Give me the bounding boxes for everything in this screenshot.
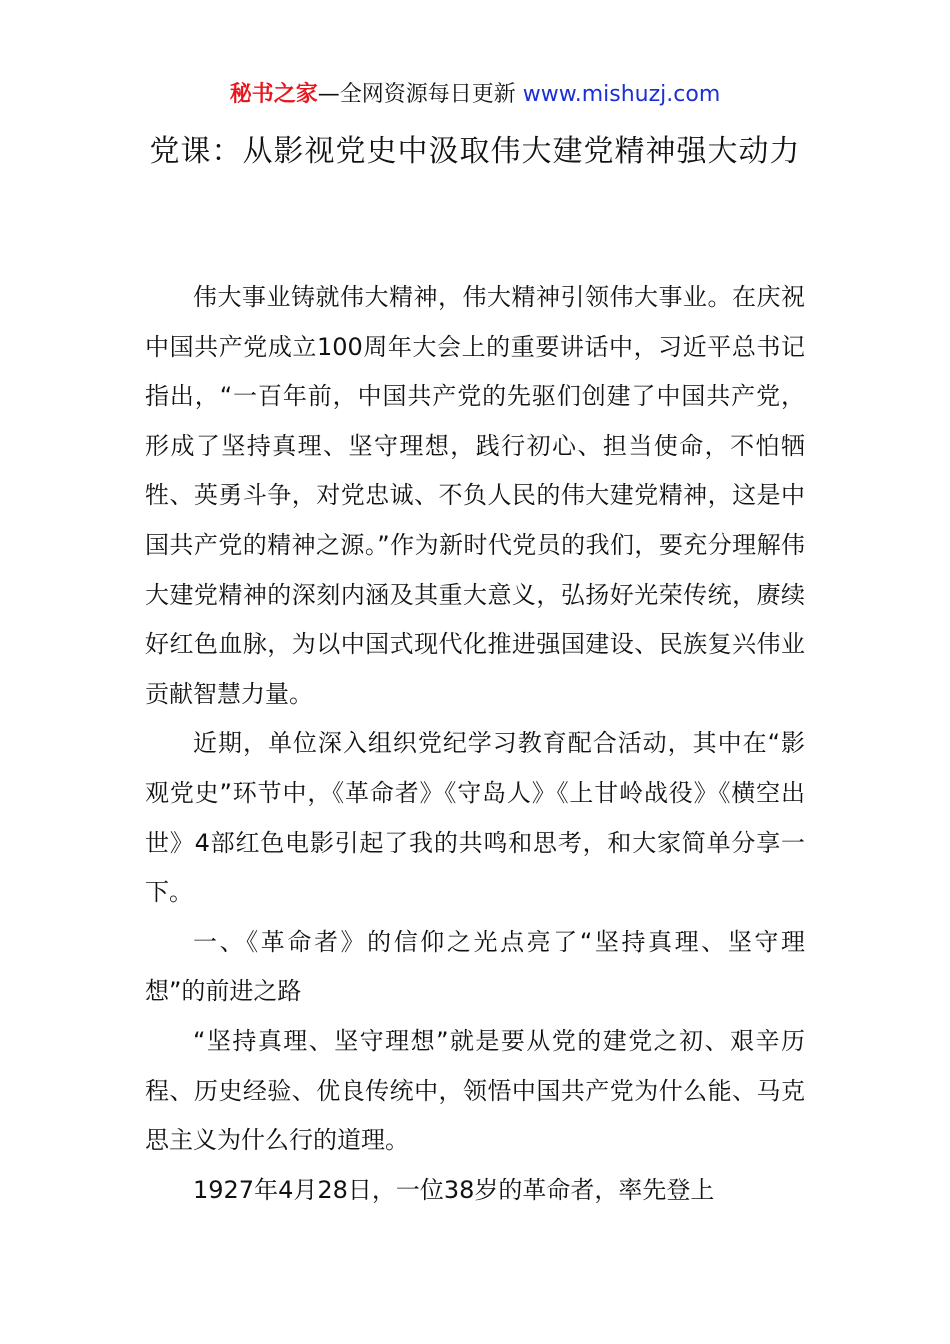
site-brand: 秘书之家 bbox=[229, 82, 318, 107]
section-heading-1: 一、《革命者》的信仰之光点亮了“坚持真理、坚守理想”的前进之路 bbox=[145, 927, 805, 1006]
paragraph-intro: 伟大事业铸就伟大精神，伟大精神引领伟大事业。在庆祝中国共产党成立100周年大会上的重要讲话中，习近平总书记指出，“一百年前，中国共产党的先驱们创建了中国共产党，形成了坚持真理、坚守理想，践行初心、担当使命，不怕牺牲、英勇斗争，对党忠诚、不负人民的伟大建党精神，这是中国共产党的精神之源。”作为新时代党员的我们，要充分理解伟大建党精神的深刻内涵及其重大意义，弘扬好光荣传统，赓续好红色血脉，为以中国式现代化推进强国建设、民族复兴伟业贡献智慧力量。 bbox=[145, 283, 805, 708]
paragraph-activity: 近期，单位深入组织党纪学习教育配合活动，其中在“影观党史”环节中，《革命者》《守岛人》《上甘岭战役》《横空出世》4部红色电影引起了我的共鸣和思考，和大家简单分享一下。 bbox=[145, 729, 805, 907]
site-header bbox=[0, 80, 950, 110]
paragraph-section-1: “坚持真理、坚守理想”就是要从党的建党之初、艰辛历程、历史经验、优良传统中，领悟中国共产党为什么能、马克思主义为什么行的道理。 bbox=[145, 1026, 805, 1155]
paragraph-history: 1927年4月28日，一位38岁的革命者，率先登上 bbox=[193, 1175, 715, 1204]
document-body bbox=[145, 273, 805, 1215]
site-url-link[interactable]: www.mishuzj.com bbox=[522, 82, 721, 107]
document-title: 党课：从影视党史中汲取伟大建党精神强大动力 bbox=[149, 134, 801, 169]
site-slogan: —全网资源每日更新 bbox=[317, 82, 516, 107]
